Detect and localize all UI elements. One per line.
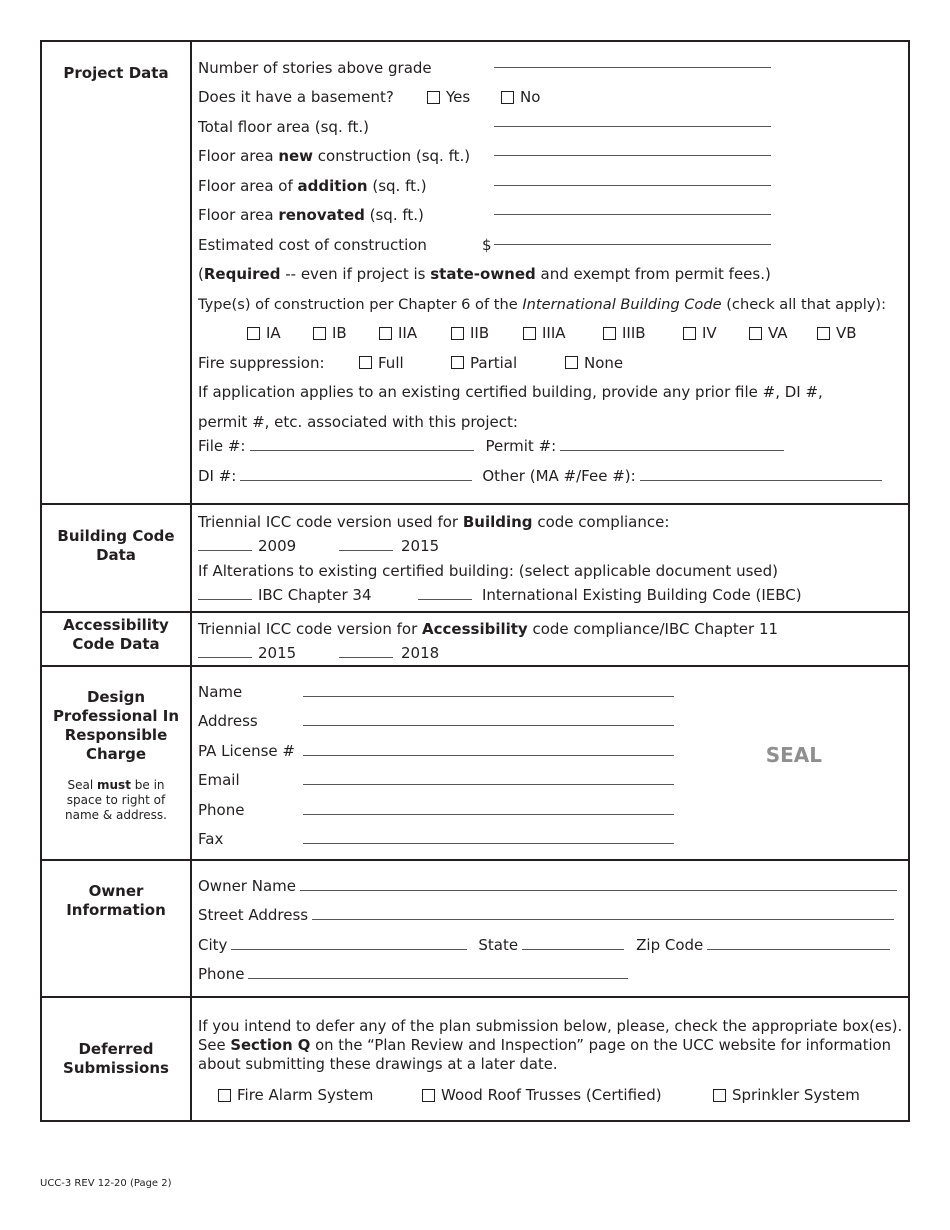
file-number-field[interactable]	[250, 450, 474, 451]
owner-phone-field[interactable]	[248, 978, 628, 979]
type-va-label: VA	[768, 324, 788, 342]
type-iib-label: IIB	[470, 324, 490, 342]
design-professional-title: Design Professional In Responsible Charge	[52, 688, 180, 763]
basement-row: Does it have a basement? Yes No	[198, 88, 541, 106]
accessibility-2015-field[interactable]	[198, 657, 252, 658]
stories-field[interactable]	[494, 67, 771, 68]
type-iib-checkbox[interactable]	[451, 327, 464, 340]
designer-address-field[interactable]	[303, 725, 674, 726]
existing-building-line2: permit #, etc. associated with this project:	[198, 412, 518, 431]
permit-number-field[interactable]	[560, 450, 784, 451]
construction-types-row	[198, 313, 908, 343]
addition-area-row: Floor area of addition (sq. ft.)	[198, 165, 908, 195]
fire-suppression-row: Fire suppression: Full Partial None	[198, 353, 624, 372]
owner-zip-field[interactable]	[707, 949, 890, 950]
deferred-instructions: If you intend to defer any of the plan submission below, please, check the appropriate box(es). See Section Q on the “Plan Review and Inspection” page on the UCC website for information about submitting these drawings at a later date.	[198, 1018, 903, 1073]
owner-section: Owner Information Owner Name Street Address City State Zip Code Phone	[42, 859, 908, 996]
building-code-section: Building Code Data Triennial ICC code version used for Building code compliance: 2009 2015 If Alterations to existing certified building: (select applicable document used) IBC Chapter 34 International Existing Building Code (IEBC)	[42, 503, 908, 611]
type-vb-label: VB	[836, 324, 857, 342]
di-other-row: DI #: Other (MA #/Fee #):	[198, 455, 908, 485]
construction-types-label: Type(s) of construction per Chapter 6 of the International Building Code (check all that apply):	[198, 295, 887, 313]
seal-note: Seal must be in space to right of name & address.	[65, 778, 167, 822]
di-number-field[interactable]	[240, 480, 472, 481]
fire-none-checkbox[interactable]	[565, 356, 578, 369]
accessibility-2018-field[interactable]	[339, 657, 393, 658]
designer-phone-field[interactable]	[303, 814, 674, 815]
seal-area[interactable]: SEAL	[765, 743, 822, 767]
designer-license-field[interactable]	[303, 755, 674, 756]
project-data-title: Project Data	[63, 64, 169, 82]
designer-fax-field[interactable]	[303, 843, 674, 844]
type-va-checkbox[interactable]	[749, 327, 762, 340]
type-iv-checkbox[interactable]	[683, 327, 696, 340]
new-area-row: Floor area new construction (sq. ft.)	[198, 136, 908, 166]
fire-alarm-checkbox[interactable]	[218, 1089, 231, 1102]
designer-name-field[interactable]	[303, 696, 674, 697]
basement-yes-checkbox[interactable]	[427, 91, 440, 104]
type-iiib-label: IIIB	[622, 324, 646, 342]
ucc-form	[40, 40, 910, 1122]
owner-street-field[interactable]	[312, 919, 894, 920]
type-iiia-checkbox[interactable]	[523, 327, 536, 340]
accessibility-title: Accessibility Code Data	[63, 616, 169, 653]
other-number-field[interactable]	[640, 480, 882, 481]
building-2009-field[interactable]	[198, 550, 252, 551]
type-iv-label: IV	[702, 324, 717, 342]
deferred-section: Deferred Submissions If you intend to defer any of the plan submission below, please, check the appropriate box(es). See Section Q on the “Plan Review and Inspection” page on the UCC website for information about submitting these drawings at a later date. Fire Alarm System Wood Roof Trusses (Certified) Sprinkler System	[42, 996, 908, 1120]
project-data-section	[42, 42, 908, 503]
ibc-chapter34-field[interactable]	[198, 599, 252, 600]
type-ia-label: IA	[266, 324, 281, 342]
type-ib-label: IB	[332, 324, 347, 342]
stories-row: Number of stories above grade	[198, 47, 908, 77]
file-permit-row: File #: Permit #:	[198, 431, 908, 456]
renovated-area-row: Floor area renovated (sq. ft.)	[198, 195, 908, 225]
required-note: (Required -- even if project is state-owned and exempt from permit fees.)	[198, 265, 771, 283]
type-iia-checkbox[interactable]	[379, 327, 392, 340]
new-area-field[interactable]	[494, 155, 771, 156]
iebc-field[interactable]	[418, 599, 472, 600]
design-professional-section: Design Professional In Responsible Charge Seal must be in space to right of name & address. Name Address PA License # Email Phone Fax SEAL	[42, 665, 908, 859]
total-area-field[interactable]	[494, 126, 771, 127]
wood-trusses-checkbox[interactable]	[422, 1089, 435, 1102]
renovated-area-field[interactable]	[494, 214, 771, 215]
building-2015-field[interactable]	[339, 550, 393, 551]
fire-partial-checkbox[interactable]	[451, 356, 464, 369]
type-iia-label: IIA	[398, 324, 418, 342]
owner-city-field[interactable]	[231, 949, 467, 950]
basement-no-checkbox[interactable]	[501, 91, 514, 104]
existing-building-line1: If application applies to an existing certified building, provide any prior file #, DI #,	[198, 383, 823, 401]
sprinkler-checkbox[interactable]	[713, 1089, 726, 1102]
type-iiia-label: IIIA	[542, 324, 566, 342]
fire-full-checkbox[interactable]	[359, 356, 372, 369]
type-iiib-checkbox[interactable]	[603, 327, 616, 340]
building-code-title: Building Code Data	[57, 527, 175, 564]
type-ia-checkbox[interactable]	[247, 327, 260, 340]
type-ib-checkbox[interactable]	[313, 327, 326, 340]
cost-row: Estimated cost of construction $	[198, 224, 908, 254]
cost-field[interactable]	[494, 244, 771, 245]
accessibility-section: Accessibility Code Data Triennial ICC code version for Accessibility code compliance/IBC Chapter 11 2015 2018	[42, 611, 908, 665]
total-area-row: Total floor area (sq. ft.)	[198, 106, 908, 136]
owner-name-field[interactable]	[300, 890, 897, 891]
owner-title: Owner Information	[66, 882, 166, 919]
form-footer: UCC-3 REV 12-20 (Page 2)	[40, 1178, 172, 1189]
owner-state-field[interactable]	[522, 949, 624, 950]
type-vb-checkbox[interactable]	[817, 327, 830, 340]
deferred-title: Deferred Submissions	[63, 1040, 169, 1077]
designer-email-field[interactable]	[303, 784, 674, 785]
addition-area-field[interactable]	[494, 185, 771, 186]
